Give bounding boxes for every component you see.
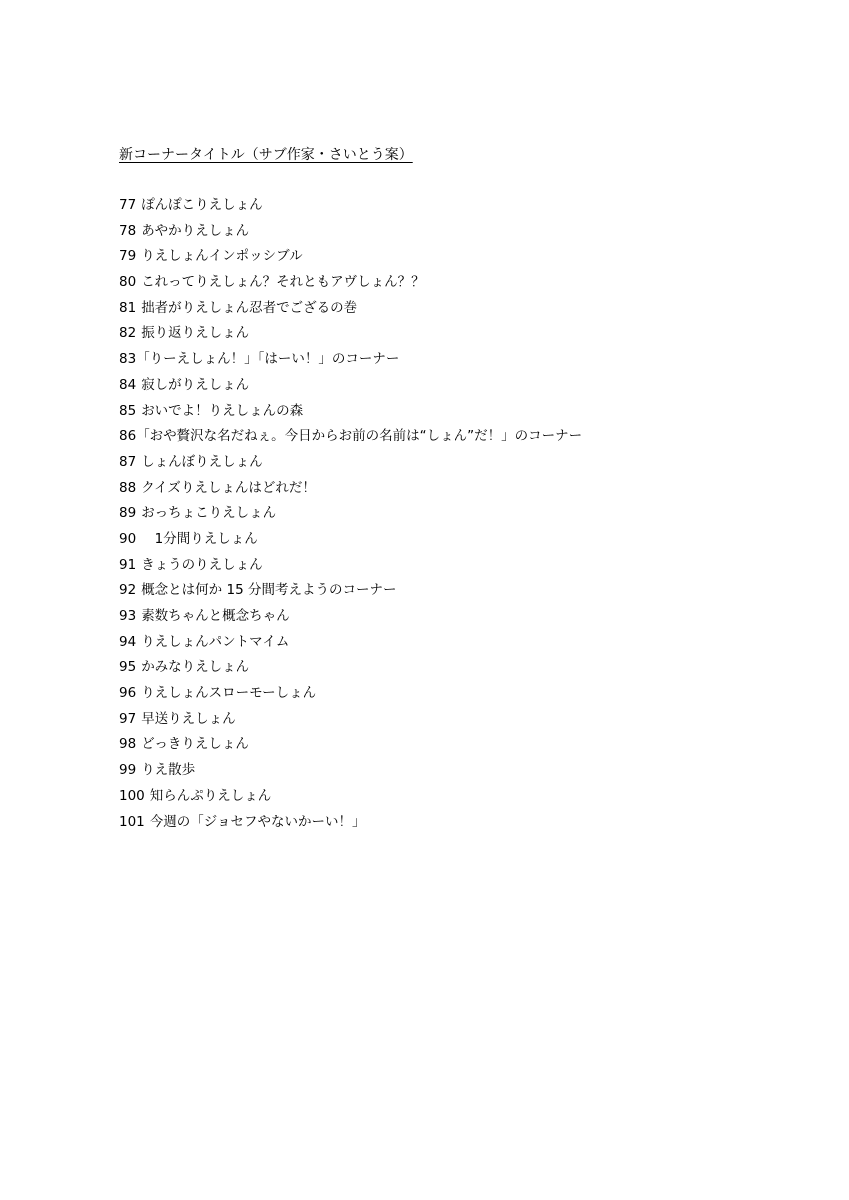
entry-text: りえしょんインポッシブル bbox=[141, 248, 303, 265]
entry-text: ぽんぽこりえしょん bbox=[141, 197, 263, 213]
entry-text: りえ散歩 bbox=[141, 762, 196, 779]
list-item bbox=[119, 555, 582, 581]
list-item bbox=[119, 323, 582, 349]
entry-text: りえしょんパントマイム bbox=[141, 633, 290, 650]
entry-number: 99 bbox=[119, 762, 137, 779]
list-item bbox=[119, 580, 582, 606]
list-item bbox=[119, 529, 582, 555]
entry-text: 1分間りえしょん bbox=[141, 530, 258, 547]
entry-text: おっちょこりえしょん bbox=[141, 505, 277, 522]
entry-text: きょうのりえしょん bbox=[141, 556, 263, 573]
entry-number: 101 bbox=[119, 813, 145, 830]
list-item bbox=[119, 709, 582, 735]
entry-number: 81 bbox=[119, 299, 137, 316]
entry-number: 92 bbox=[119, 582, 137, 599]
list-item bbox=[119, 632, 582, 658]
entry-number: 100 bbox=[119, 787, 145, 804]
list-item bbox=[119, 272, 582, 298]
list-item bbox=[119, 426, 582, 452]
entry-number: 93 bbox=[119, 608, 137, 624]
entry-number: 78 bbox=[119, 222, 137, 239]
list-item bbox=[119, 760, 582, 786]
entry-text: これってりえしょん？それともアヴしょん？？ bbox=[141, 274, 425, 291]
list-item bbox=[119, 503, 582, 529]
entry-number: 87 bbox=[119, 453, 137, 470]
entry-text: どっきりえしょん bbox=[141, 736, 249, 753]
entry-text: クイズりえしょんはどれだ！ bbox=[141, 479, 316, 496]
entry-text: 早送りえしょん bbox=[141, 710, 236, 727]
list-item bbox=[119, 298, 582, 324]
list-item bbox=[119, 375, 582, 401]
entry-text: 拙者がりえしょん忍者でござるの巻 bbox=[141, 299, 358, 316]
entry-number: 97 bbox=[119, 710, 137, 727]
entry-text: 知らんぷりえしょん bbox=[149, 787, 272, 804]
document-title: 新コーナータイトル（サブ作家・さいとう案） bbox=[119, 147, 413, 163]
entry-text: あやかりえしょん bbox=[141, 222, 250, 239]
entry-number: 91 bbox=[119, 556, 137, 573]
corner-title-list bbox=[119, 195, 582, 837]
entry-number: 94 bbox=[119, 633, 137, 650]
entry-number: 89 bbox=[119, 505, 137, 522]
entry-text: 寂しがりえしょん bbox=[141, 376, 250, 393]
entry-text: りえしょんスローモーしょん bbox=[141, 685, 317, 702]
entry-number: 98 bbox=[119, 736, 137, 753]
entry-number: 77 bbox=[119, 197, 137, 213]
list-item bbox=[119, 606, 582, 632]
entry-text: しょんぼりえしょん bbox=[141, 453, 263, 470]
entry-number: 85 bbox=[119, 402, 137, 419]
entry-number: 79 bbox=[119, 248, 137, 265]
entry-number: 83 bbox=[119, 351, 137, 368]
entry-text: 振り返りえしょん bbox=[141, 325, 250, 342]
entry-text: 今週の「ジョセフやないかーい！」 bbox=[149, 813, 366, 830]
list-item bbox=[119, 195, 582, 221]
entry-text: かみなりえしょん bbox=[141, 659, 250, 676]
list-item bbox=[119, 812, 582, 838]
list-item bbox=[119, 734, 582, 760]
list-item bbox=[119, 786, 582, 812]
list-item bbox=[119, 478, 582, 504]
list-item bbox=[119, 246, 582, 272]
entry-number: 86 bbox=[119, 428, 137, 445]
list-item bbox=[119, 657, 582, 683]
entry-text: おいでよ！りえしょんの森 bbox=[141, 402, 304, 419]
entry-number: 96 bbox=[119, 685, 137, 702]
entry-number: 95 bbox=[119, 659, 137, 676]
entry-text: 素数ちゃんと概念ちゃん bbox=[141, 608, 290, 624]
list-item bbox=[119, 452, 582, 478]
entry-number: 84 bbox=[119, 376, 137, 393]
entry-number: 82 bbox=[119, 325, 137, 342]
list-item bbox=[119, 401, 582, 427]
entry-number: 90 bbox=[119, 530, 137, 547]
entry-text: 「おや贅沢な名だねぇ。今日からお前の名前は“しょん”だ！」のコーナー bbox=[136, 428, 583, 445]
list-item bbox=[119, 221, 582, 247]
list-item bbox=[119, 349, 582, 375]
entry-number: 80 bbox=[119, 274, 137, 291]
entry-text: 「りーえしょん！」「はーい！」のコーナー bbox=[136, 351, 400, 368]
entry-number: 88 bbox=[119, 479, 137, 496]
entry-text: 概念とは何か 15 分間考えようのコーナー bbox=[141, 582, 397, 599]
list-item bbox=[119, 683, 582, 709]
